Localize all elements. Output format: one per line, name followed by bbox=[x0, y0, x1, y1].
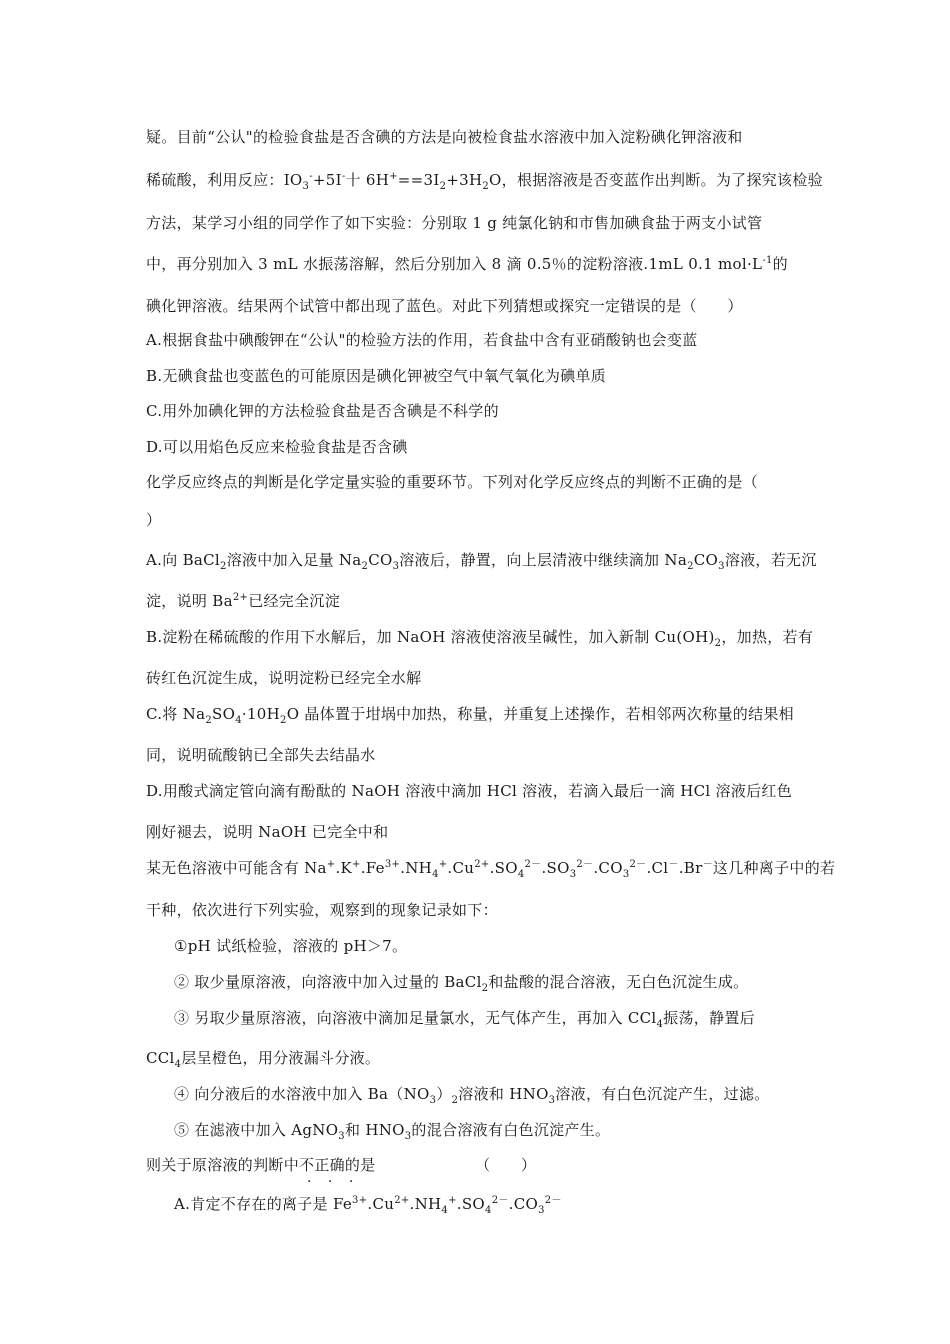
text: 这几种离子中的若 bbox=[712, 859, 836, 877]
q1-option-d bbox=[146, 437, 408, 457]
text: 的是 （ ） bbox=[344, 1156, 537, 1174]
text: .NH bbox=[400, 859, 433, 877]
text: C.将 Na bbox=[146, 705, 206, 723]
superscript: + bbox=[326, 859, 336, 870]
subscript: 4 bbox=[235, 715, 242, 726]
text: 中，再分别加入 3 mL 水振荡溶解，然后分别加入 8 滴 0.5％的淀粉溶液.1mL 0.1 mol·L bbox=[146, 255, 763, 273]
text: D.可以用焰色反应来检验食盐是否含碘 bbox=[146, 438, 408, 456]
q2-option-a-2 bbox=[146, 591, 340, 611]
q1-line-3 bbox=[146, 213, 762, 233]
subscript: 2 bbox=[451, 1095, 459, 1106]
emphasis-text: 不正确 · · · bbox=[299, 1156, 345, 1174]
text: 十 6H bbox=[345, 171, 390, 189]
superscript: + bbox=[448, 1195, 457, 1206]
superscript: 2+ bbox=[232, 592, 249, 603]
q2-option-c-1 bbox=[146, 704, 794, 724]
text: .SO bbox=[456, 1195, 486, 1213]
subscript: 2 bbox=[687, 561, 694, 572]
text: 则关于原溶液的判断中 bbox=[146, 1156, 300, 1174]
subscript: 2 bbox=[481, 983, 489, 994]
text: ） bbox=[146, 511, 162, 529]
subscript: 4 bbox=[485, 1205, 492, 1216]
q3-question bbox=[146, 1155, 536, 1175]
text: 溶液中加入足量 Na bbox=[226, 551, 362, 569]
text: 的 bbox=[772, 255, 788, 273]
text: 稀硫酸，利用反应：IO bbox=[146, 171, 303, 189]
text: 和 HNO bbox=[344, 1121, 405, 1139]
text: 淀，说明 Ba bbox=[146, 592, 233, 610]
text: .Br bbox=[678, 859, 703, 877]
subscript: 3 bbox=[338, 1131, 345, 1142]
text: .CO bbox=[508, 1195, 539, 1213]
text: O，根据溶液是否变蓝作出判断。为了探究该检验 bbox=[489, 171, 823, 189]
q1-option-a bbox=[146, 330, 698, 350]
text: ，加热，若有 bbox=[721, 628, 814, 646]
text: .Fe bbox=[360, 859, 385, 877]
text: SO bbox=[212, 705, 236, 723]
q2-option-c-2 bbox=[146, 745, 376, 765]
text: ·10H bbox=[241, 705, 281, 723]
q1-option-b bbox=[146, 366, 606, 386]
superscript: 2+ bbox=[474, 859, 490, 870]
q3-step-3-2 bbox=[146, 1048, 380, 1068]
q1-line-2 bbox=[146, 170, 823, 190]
q1-option-c bbox=[146, 401, 499, 421]
text: +3H bbox=[446, 171, 483, 189]
superscript: 3+ bbox=[384, 859, 401, 870]
subscript: 2 bbox=[482, 181, 490, 192]
q3-step-3-1 bbox=[174, 1008, 755, 1028]
superscript: + bbox=[389, 171, 398, 182]
q2-option-d-2 bbox=[146, 822, 388, 842]
subscript: 4 bbox=[441, 1205, 449, 1216]
q1-line-4 bbox=[146, 254, 788, 274]
text: 砖红色沉淀生成，说明淀粉已经完全水解 bbox=[146, 669, 422, 687]
q2-option-d-1 bbox=[146, 781, 792, 801]
text: .SO bbox=[541, 859, 570, 877]
text: .NH bbox=[409, 1195, 442, 1213]
text: CCl bbox=[146, 1049, 175, 1067]
text: +5I bbox=[312, 171, 342, 189]
text: 干种，依次进行下列实验，观察到的现象记录如下： bbox=[146, 901, 498, 919]
text: 化学反应终点的判断是化学定量实验的重要环节。下列对化学反应终点的判断不正确的是（ bbox=[146, 473, 759, 491]
text: B.淀粉在稀硫酸的作用下水解后，加 NaOH 溶液使溶液呈碱性，加入新制 Cu(OH) bbox=[146, 628, 715, 646]
text: 溶液，若无沉 bbox=[724, 551, 817, 569]
q2-option-b-1 bbox=[146, 627, 813, 647]
subscript: 3 bbox=[622, 869, 630, 880]
q3-step-2 bbox=[174, 972, 748, 992]
text: 方法，某学习小组的同学作了如下实验：分别取 1 g 纯氯化钠和市售加碘食盐于两支小试管 bbox=[146, 214, 763, 232]
q2-stem-2 bbox=[146, 510, 161, 530]
text: 层呈橙色，用分液漏斗分液。 bbox=[181, 1049, 381, 1067]
superscript: - bbox=[341, 171, 346, 182]
text: .SO bbox=[489, 859, 518, 877]
text: CO bbox=[693, 551, 719, 569]
subscript: 3 bbox=[404, 1131, 412, 1142]
q3-step-1 bbox=[174, 936, 407, 956]
text: B.无碘食盐也变蓝色的可能原因是碘化钾被空气中氧气氧化为碘单质 bbox=[146, 367, 607, 385]
text: .K bbox=[335, 859, 353, 877]
text: .Cu bbox=[447, 859, 475, 877]
subscript: 3 bbox=[718, 561, 725, 572]
text: 溶液，有白色沉淀产生，过滤。 bbox=[555, 1085, 770, 1103]
superscript: 2+ bbox=[394, 1195, 410, 1206]
superscript: + bbox=[352, 859, 361, 870]
text: 的混合溶液有白色沉淀产生。 bbox=[411, 1121, 611, 1139]
q2-option-b-2 bbox=[146, 668, 421, 688]
text: ② 取少量原溶液，向溶液中加入过量的 BaCl bbox=[174, 973, 482, 991]
subscript: 2 bbox=[220, 561, 227, 572]
superscript: － bbox=[668, 859, 679, 870]
text: 同，说明硫酸钠已全部失去结晶水 bbox=[146, 746, 376, 764]
text: C.用外加碘化钾的方法检验食盐是否含碘是不科学的 bbox=[146, 402, 499, 420]
text: 疑。目前“公认"的检验食盐是否含碘的方法是向被检食盐水溶液中加入淀粉碘化钾溶液和 bbox=[146, 128, 743, 146]
q1-line-5 bbox=[146, 296, 743, 316]
text: .Cu bbox=[367, 1195, 395, 1213]
text: 已经完全沉淀 bbox=[248, 592, 340, 610]
subscript: 3 bbox=[392, 561, 400, 572]
subscript: 3 bbox=[302, 181, 310, 192]
text: 溶液和 HNO bbox=[458, 1085, 549, 1103]
text: A.肯定不存在的离子是 Fe bbox=[174, 1195, 353, 1213]
q3-stem-1 bbox=[146, 858, 835, 878]
superscript: 3+ bbox=[352, 1195, 368, 1206]
text: 振荡，静置后 bbox=[663, 1009, 755, 1027]
subscript: 3 bbox=[538, 1205, 545, 1216]
text: ③ 另取少量原溶液，向溶液中滴加足量氯水，无气体产生，再加入 CCl bbox=[174, 1009, 657, 1027]
superscript: － bbox=[702, 859, 713, 870]
subscript: 2 bbox=[714, 638, 722, 649]
subscript: 3 bbox=[569, 869, 577, 880]
superscript: 2－ bbox=[524, 859, 542, 870]
superscript: 2－ bbox=[544, 1195, 562, 1206]
text: ①pH 试纸检验，溶液的 pH＞7。 bbox=[174, 937, 408, 955]
q3-option-a bbox=[174, 1194, 562, 1214]
q2-option-a-1 bbox=[146, 550, 817, 570]
subscript: 4 bbox=[656, 1019, 664, 1030]
subscript: 2 bbox=[439, 181, 447, 192]
text: CO bbox=[368, 551, 393, 569]
subscript: 2 bbox=[280, 715, 287, 726]
text: 溶液后，静置，向上层清液中继续滴加 Na bbox=[399, 551, 688, 569]
subscript: 2 bbox=[205, 715, 213, 726]
text: .CO bbox=[593, 859, 623, 877]
text: 刚好褪去，说明 NaOH 已完全中和 bbox=[146, 823, 389, 841]
text: 碘化钾溶液。结果两个试管中都出现了蓝色。对此下列猜想或探究一定错误的是（ ） bbox=[146, 297, 743, 315]
text: D.用酸式滴定管向滴有酚酞的 NaOH 溶液中滴加 HCl 溶液，若滴入最后一滴 HCl 溶液后红色 bbox=[146, 782, 793, 800]
q3-step-5 bbox=[174, 1120, 610, 1140]
text: ） bbox=[436, 1085, 452, 1103]
subscript: 4 bbox=[517, 869, 525, 880]
superscript: 2－ bbox=[491, 1195, 509, 1206]
text: A.根据食盐中碘酸钾在“公认"的检验方法的作用，若食盐中含有亚硝酸钠也会变蓝 bbox=[146, 331, 698, 349]
superscript: -1 bbox=[762, 255, 773, 266]
superscript: 2－ bbox=[629, 859, 647, 870]
subscript: 3 bbox=[429, 1095, 437, 1106]
text: ④ 向分液后的水溶液中加入 Ba（NO bbox=[174, 1085, 430, 1103]
text: 和盐酸的混合溶液，无白色沉淀生成。 bbox=[488, 973, 749, 991]
superscript: 2－ bbox=[576, 859, 594, 870]
text: A.向 BaCl bbox=[146, 551, 221, 569]
q2-stem-1 bbox=[146, 472, 758, 492]
text: ⑤ 在滤液中加入 AgNO bbox=[174, 1121, 339, 1139]
subscript: 4 bbox=[432, 869, 439, 880]
text: .Cl bbox=[646, 859, 669, 877]
subscript: 4 bbox=[174, 1059, 182, 1070]
text: 某无色溶液中可能含有 Na bbox=[146, 859, 327, 877]
text: O 晶体置于坩埚中加热，称量，并重复上述操作，若相邻两次称量的结果相 bbox=[286, 705, 794, 723]
subscript: 2 bbox=[361, 561, 369, 572]
text: ==3I bbox=[397, 171, 440, 189]
superscript: + bbox=[438, 859, 448, 870]
q3-stem-2 bbox=[146, 900, 498, 920]
q1-line-1 bbox=[146, 127, 743, 147]
superscript: - bbox=[309, 171, 313, 182]
q3-step-4 bbox=[174, 1084, 770, 1104]
subscript: 3 bbox=[548, 1095, 556, 1106]
